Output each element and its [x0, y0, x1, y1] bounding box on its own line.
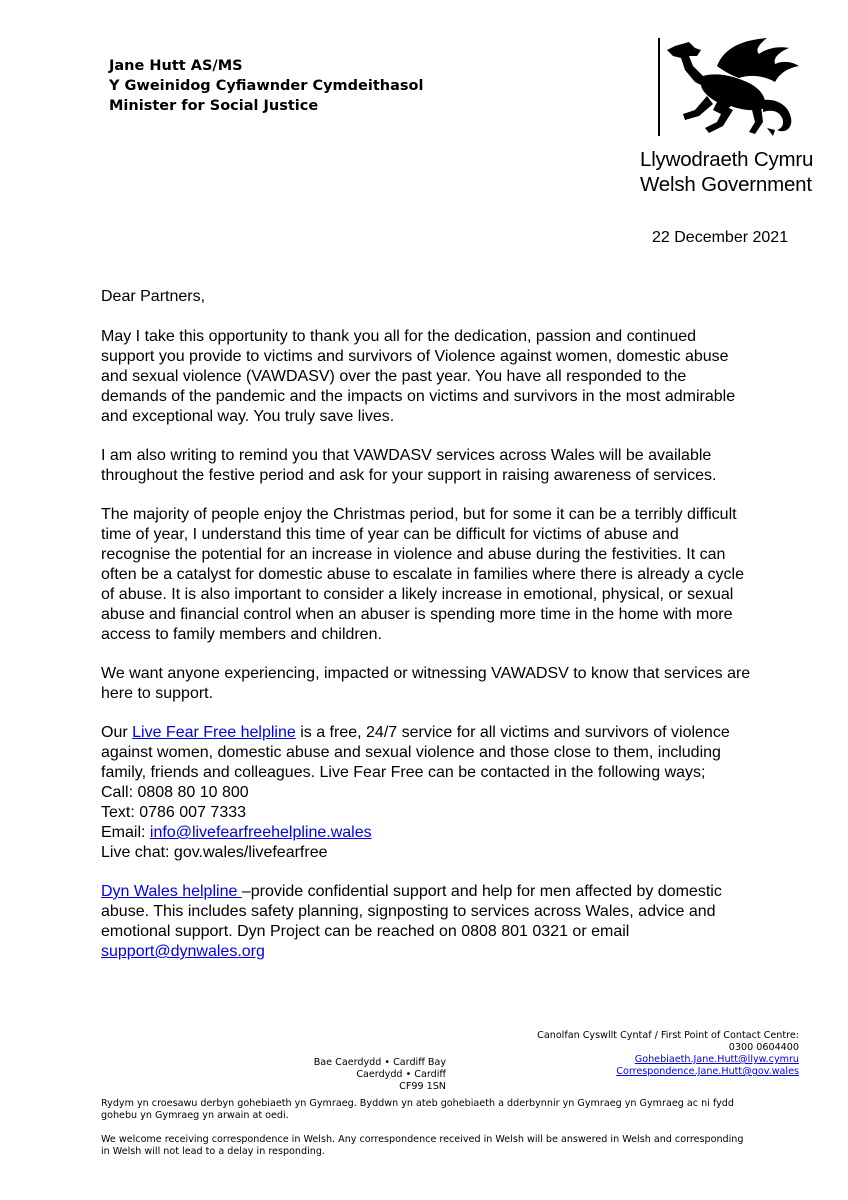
text-line: gohebu yn Gymraeg yn arwain at oedi. — [101, 1110, 289, 1121]
footer-address-line: Bae Caerdydd • Cardiff Bay — [313, 1057, 446, 1068]
text-line: and sexual violence (VAWDASV) over the past year. You have all responded to the — [101, 368, 687, 385]
lff-live-chat: Live chat: gov.wales/livefearfree — [101, 844, 328, 861]
dyn-email-line — [101, 942, 821, 962]
footer-postcode: CF99 1SN — [399, 1081, 446, 1092]
footer-email-english-link[interactable]: Correspondence.Jane.Hutt@gov.wales — [616, 1066, 799, 1077]
text-line: here to support. — [101, 685, 214, 702]
paragraph-thanks — [101, 327, 821, 427]
text-line: recognise the potential for an increase in violence and abuse during the festivities. It can — [101, 546, 726, 563]
paragraph-live-fear-free — [101, 723, 821, 863]
lff-text: Text: 0786 007 7333 — [101, 804, 247, 821]
lff-suffix: is a free, 24/7 service for all victims and survivors of violence — [295, 724, 730, 741]
footer-address-line: Caerdydd • Cardiff — [356, 1069, 446, 1080]
footer-english-note — [101, 1134, 821, 1158]
text-line: support you provide to victims and survivors of Violence against women, domestic abuse — [101, 348, 729, 365]
text-line: access to family members and children. — [101, 626, 382, 643]
paragraph-support — [101, 664, 821, 704]
footer-welsh-note — [101, 1098, 821, 1122]
dyn-suffix: –provide confidential support and help for men affected by domestic — [241, 883, 722, 900]
text-line: We welcome receiving correspondence in Welsh. Any correspondence received in Welsh will be answered in Welsh and corresponding — [101, 1134, 744, 1145]
text-line: Rydym yn croesawu derbyn gohebiaeth yn Gymraeg. Byddwn yn ateb gohebiaeth a dderbynnir yn Gymraeg yn Gymraeg ac ni fydd — [101, 1098, 734, 1109]
salutation: Dear Partners, — [101, 288, 206, 305]
text-line: against women, domestic abuse and sexual violence and those close to them, including — [101, 744, 721, 761]
welsh-government-logo — [640, 36, 814, 206]
letter-date: 22 December 2021 — [652, 229, 789, 246]
footer-contact — [537, 1030, 799, 1078]
text-line: The majority of people enjoy the Christmas period, but for some it can be a terribly difficult — [101, 506, 737, 523]
text-line: demands of the pandemic and the impacts on victims and survivors in the most admirable — [101, 388, 736, 405]
text-line: throughout the festive period and ask for your support in raising awareness of services. — [101, 467, 717, 484]
footer-phone: 0300 0604400 — [728, 1042, 799, 1053]
text-line: I am also writing to remind you that VAWDASV services across Wales will be available — [101, 447, 712, 464]
footer-email-welsh-link[interactable]: Gohebiaeth.Jane.Hutt@llyw.cymru — [634, 1054, 799, 1065]
paragraph-services — [101, 446, 821, 486]
text-line: abuse and financial control when an abuser is spending more time in the home with more — [101, 606, 733, 623]
lff-email-link[interactable]: info@livefearfreehelpline.wales — [149, 824, 372, 841]
paragraph-dyn-wales — [101, 882, 821, 962]
logo-text-english: Welsh Government — [640, 173, 812, 196]
lff-email-label: Email: — [101, 824, 150, 841]
text-line: of abuse. It is also important to consider a likely increase in emotional, physical, or sexual — [101, 586, 734, 603]
text-line: family, friends and colleagues. Live Fear Free can be contacted in the following ways; — [101, 764, 706, 781]
dyn-email-link[interactable]: support@dynwales.org — [101, 943, 265, 960]
footer-language-notes — [101, 1098, 821, 1170]
footer-address — [300, 1057, 446, 1093]
lff-call: Call: 0808 80 10 800 — [101, 784, 249, 801]
logo-text-welsh: Llywodraeth Cymru — [640, 148, 814, 171]
lff-prefix: Our — [101, 724, 133, 741]
footer-contact-centre: Canolfan Cyswllt Cyntaf / First Point of Contact Centre: — [537, 1030, 799, 1041]
text-line: in Welsh will not lead to a delay in responding. — [101, 1146, 325, 1157]
welsh-dragon-icon — [655, 36, 805, 136]
text-line: time of year, I understand this time of year can be difficult for victims of abuse and — [101, 526, 679, 543]
paragraph-christmas — [101, 505, 821, 645]
text-line — [101, 723, 821, 743]
text-line — [101, 882, 821, 902]
text-line: emotional support. Dyn Project can be reached on 0808 801 0321 or email — [101, 923, 630, 940]
sender-title-english: Minister for Social Justice — [109, 98, 319, 114]
text-line: abuse. This includes safety planning, signposting to services across Wales, advice and — [101, 903, 716, 920]
sender-name: Jane Hutt AS/MS — [109, 58, 243, 74]
letter-body — [101, 287, 821, 981]
text-line: often be a catalyst for domestic abuse to escalate in families where there is already a cycle — [101, 566, 744, 583]
live-fear-free-link[interactable]: Live Fear Free helpline — [132, 724, 296, 741]
text-line: We want anyone experiencing, impacted or witnessing VAWADSV to know that services are — [101, 665, 751, 682]
sender-title-welsh: Y Gweinidog Cyfiawnder Cymdeithasol — [109, 78, 424, 94]
sender-block — [109, 56, 423, 116]
dyn-wales-link[interactable]: Dyn Wales helpline — [101, 883, 242, 900]
text-line: and exceptional way. You truly save lives. — [101, 408, 395, 425]
text-line: May I take this opportunity to thank you all for the dedication, passion and continued — [101, 328, 697, 345]
lff-email-line — [101, 823, 821, 843]
